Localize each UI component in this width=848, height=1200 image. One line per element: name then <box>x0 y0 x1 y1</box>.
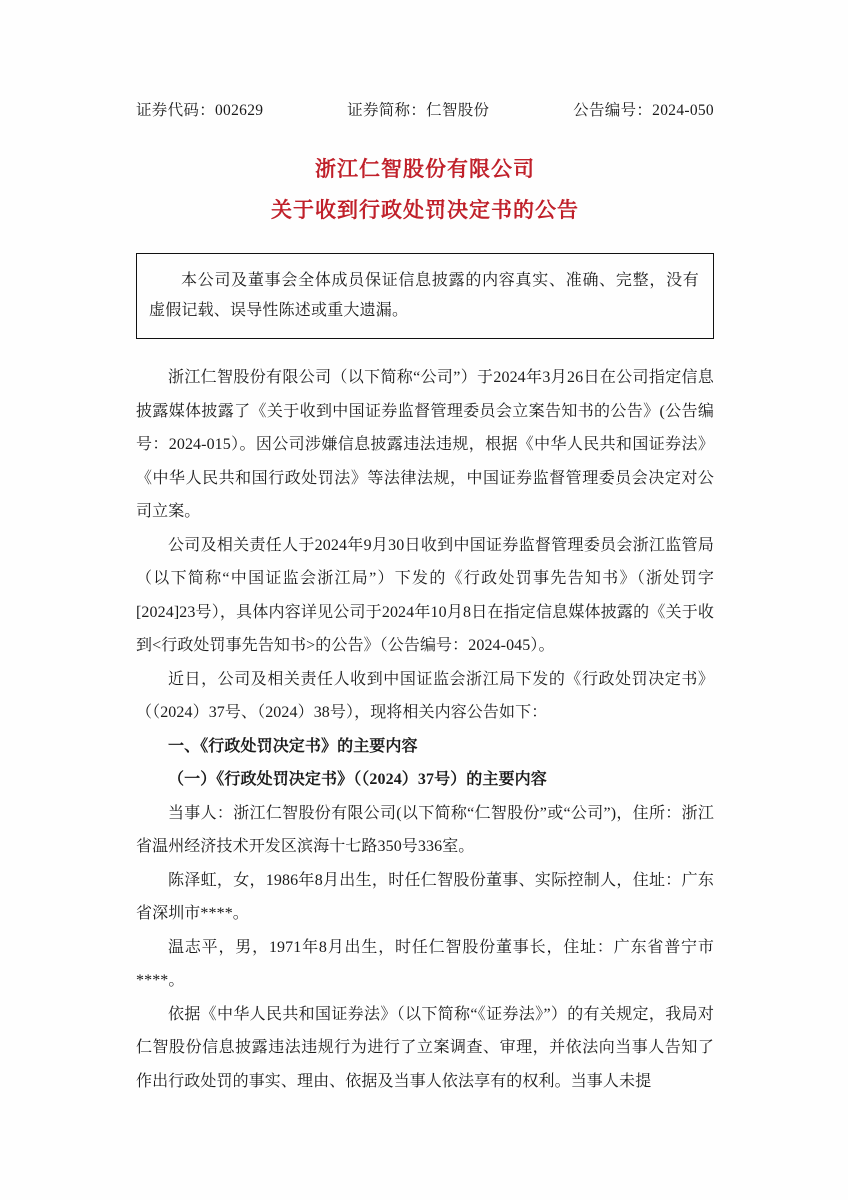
body-paragraph: 浙江仁智股份有限公司（以下简称“公司”）于2024年3月26日在公司指定信息披露媒体披露了《关于收到中国证券监督管理委员会立案告知书的公告》(公告编号：2024-015）。因公司涉嫌信息披露违法违规，根据《中华人民共和国证券法》《中华人民共和国行政处罚法》等法律法规，中国证券监督管理委员会决定对公司立案。 <box>136 369 714 520</box>
security-code: 证券代码：002629 <box>136 102 264 119</box>
title-block <box>136 153 714 226</box>
body-paragraph: 依据《中华人民共和国证券法》（以下简称“《证券法》”）的有关规定，我局对仁智股份信息披露违法违规行为进行了立案调查、审理，并依法向当事人告知了作出行政处罚的事实、理由、依据及当事人依法享有的权利。当事人未提 <box>136 1005 714 1090</box>
announcement-number: 公告编号：2024-050 <box>573 102 714 119</box>
document-header-line <box>136 0 714 120</box>
body-paragraph: 陈泽虹，女，1986年8月出生，时任仁智股份董事、实际控制人，住址：广东省深圳市****。 <box>136 871 714 922</box>
body-paragraph: 公司及相关责任人于2024年9月30日收到中国证券监督管理委员会浙江监管局（以下简称“中国证监会浙江局”）下发的《行政处罚事先告知书》（浙处罚字[2024]23号），具体内容详见公司于2024年10月8日在指定信息媒体披露的《关于收到<行政处罚事先告知书>的公告》（公告编号：2024-045）。 <box>136 536 714 654</box>
section-heading: 一、《行政处罚决定书》的主要内容 <box>168 737 418 755</box>
section-heading: （一）《行政处罚决定书》（（2024）37号）的主要内容 <box>168 771 547 788</box>
disclaimer-text: 本公司及董事会全体成员保证信息披露的内容真实、准确、完整，没有虚假记载、误导性陈述或重大遗漏。 <box>149 272 699 319</box>
security-abbreviation: 证券简称：仁智股份 <box>347 102 490 119</box>
body-paragraph: 近日，公司及相关责任人收到中国证监会浙江局下发的《行政处罚决定书》（（2024）37号、（2024）38号），现将相关内容公告如下： <box>136 670 714 721</box>
announcement-title: 关于收到行政处罚决定书的公告 <box>271 198 579 222</box>
company-title: 浙江仁智股份有限公司 <box>315 157 535 181</box>
body-paragraph: 当事人：浙江仁智股份有限公司(以下简称“仁智股份”或“公司”)，住所：浙江省温州经济技术开发区滨海十七路350号336室。 <box>136 804 714 855</box>
body-paragraph: 温志平，男，1971年8月出生，时任仁智股份董事长，住址：广东省普宁市****。 <box>136 938 714 989</box>
disclaimer-box <box>136 253 714 339</box>
document-content <box>136 0 714 1098</box>
body-paragraphs <box>136 361 714 1098</box>
